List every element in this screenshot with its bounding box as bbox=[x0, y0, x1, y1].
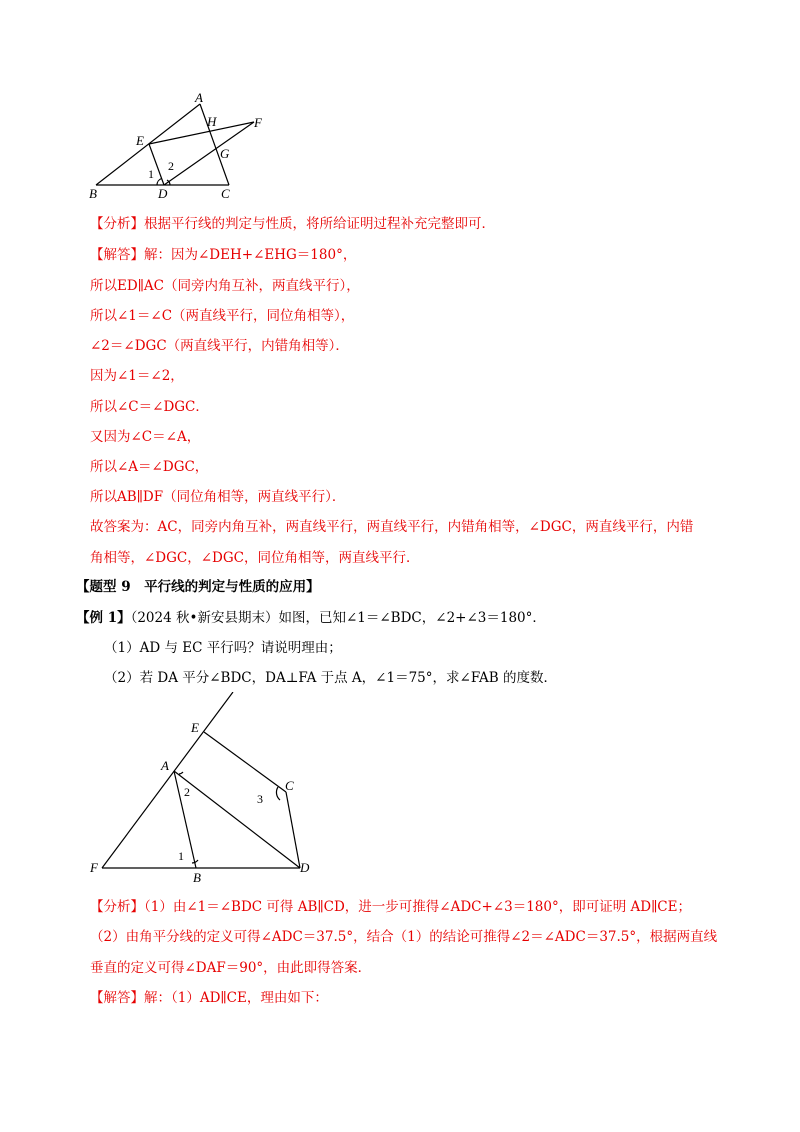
analysis-tag: 【分析】 bbox=[90, 899, 144, 915]
analysis-2-line-2: （2）由角平分线的定义可得∠ADC＝37.5°，结合（1）的结论可推得∠2＝∠ADC＝37.5°，根据两直线 bbox=[90, 929, 718, 945]
label-D: D bbox=[158, 186, 168, 201]
solution-text: 解：（1）AD∥CE，理由如下： bbox=[144, 990, 328, 1006]
angle-label-1: 1 bbox=[148, 167, 154, 181]
angle-label-1: 1 bbox=[178, 849, 184, 863]
solution-1-line-8: 所以∠A＝∠DGC， bbox=[90, 459, 209, 475]
solution-line: 解：因为∠DEH+∠EHG＝180°， bbox=[144, 247, 357, 263]
solution-1-line-3: 所以∠1＝∠C（两直线平行，同位角相等）， bbox=[90, 308, 355, 324]
solution-tag: 【解答】 bbox=[90, 990, 144, 1006]
solution-1-line-6: 所以∠C＝∠DGC． bbox=[90, 399, 209, 415]
label-G: G bbox=[220, 146, 230, 161]
example-source: （2024 秋•新安县期末） bbox=[130, 610, 279, 626]
solution-tag: 【解答】 bbox=[90, 247, 144, 263]
analysis-tag: 【分析】 bbox=[90, 216, 144, 232]
figure-2-diagram bbox=[88, 692, 328, 884]
label-F: F bbox=[90, 860, 98, 875]
analysis-1 bbox=[90, 214, 495, 234]
question-2: （2）若 DA 平分∠BDC，DA⊥FA 于点 A，∠1＝75°，求∠FAB 的度数． bbox=[104, 670, 557, 686]
analysis-line: （1）由∠1＝∠BDC 可得 AB∥CD，进一步可推得∠ADC+∠3＝180°，即可证明 AD∥CE； bbox=[144, 899, 691, 915]
analysis-2-line-1 bbox=[90, 897, 691, 917]
label-D: D bbox=[300, 860, 310, 875]
analysis-2-line-3: 垂直的定义可得∠DAF＝90°，由此即得答案． bbox=[90, 960, 372, 976]
label-E: E bbox=[136, 133, 144, 148]
example-1-stem bbox=[76, 608, 546, 628]
angle-label-2: 2 bbox=[168, 159, 174, 173]
label-A: A bbox=[161, 758, 169, 773]
angle-label-2: 2 bbox=[184, 785, 190, 799]
solution-1-line-5: 因为∠1＝∠2， bbox=[90, 368, 184, 384]
label-C: C bbox=[285, 778, 294, 793]
label-E: E bbox=[191, 720, 199, 735]
solution-1-line-9: 所以AB∥DF（同位角相等，两直线平行）． bbox=[90, 489, 346, 505]
label-F: F bbox=[254, 115, 262, 130]
solution-1-line-1 bbox=[90, 245, 356, 265]
solution-1-line-2: 所以ED∥AC（同旁内角互补，两直线平行）， bbox=[90, 278, 360, 294]
solution-1-line-11: 角相等，∠DGC，∠DGC，同位角相等，两直线平行． bbox=[90, 550, 420, 566]
label-B: B bbox=[89, 186, 97, 201]
label-H: H bbox=[207, 114, 217, 129]
solution-2 bbox=[90, 988, 328, 1008]
figure-1-diagram bbox=[88, 92, 278, 202]
example-stem: 如图，已知∠1＝∠BDC，∠2+∠3＝180°． bbox=[278, 610, 546, 626]
label-B: B bbox=[193, 870, 201, 884]
solution-1-line-7: 又因为∠C＝∠A， bbox=[90, 429, 201, 445]
section-title: 【题型 9 平行线的判定与性质的应用】 bbox=[76, 579, 320, 595]
analysis-text: 根据平行线的判定与性质，将所给证明过程补充完整即可． bbox=[144, 216, 495, 232]
solution-1-line-10: 故答案为：AC，同旁内角互补，两直线平行，两直线平行，内错角相等，∠DGC，两直线平行，内错 bbox=[90, 519, 694, 535]
angle-label-3: 3 bbox=[257, 792, 263, 806]
question-1: （1）AD 与 EC 平行吗？请说明理由； bbox=[104, 640, 342, 656]
example-tag: 【例 1】 bbox=[76, 610, 131, 626]
label-C: C bbox=[221, 186, 230, 201]
solution-1-line-4: ∠2＝∠DGC（两直线平行，内错角相等）． bbox=[90, 338, 349, 354]
label-A: A bbox=[195, 92, 203, 105]
